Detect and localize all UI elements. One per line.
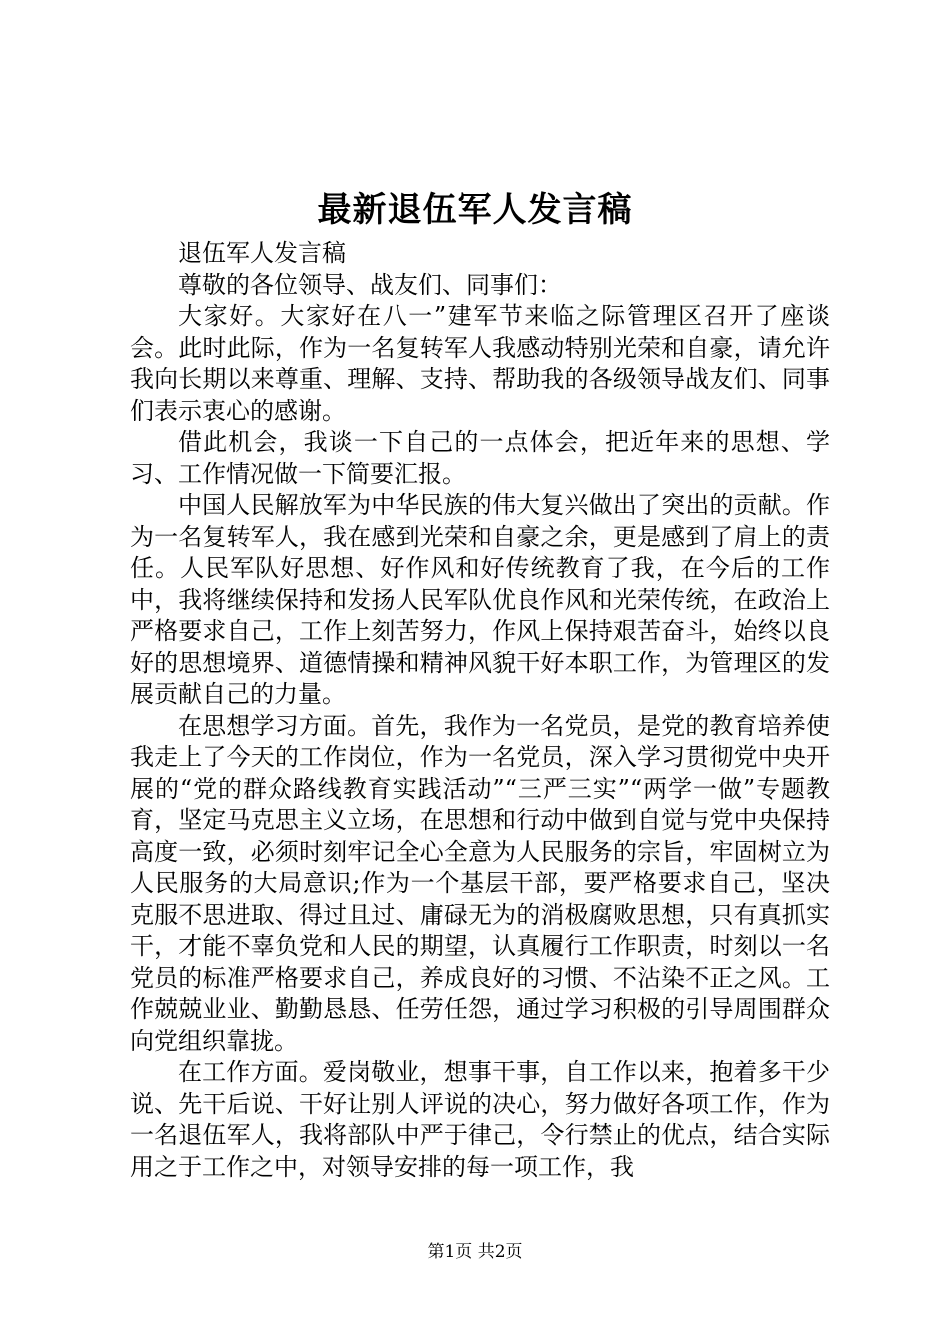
paragraph-intro: 借此机会，我谈一下自己的一点体会，把近年来的思想、学习、工作情况做一下简要汇报。 [130, 428, 830, 488]
paragraph-subtitle: 退伍军人发言稿 [178, 239, 346, 267]
paragraph-salutation: 尊敬的各位领导、战友们、同事们： [178, 270, 562, 299]
paragraph-greeting: 大家好。大家好在八一”建军节来临之际管理区召开了座谈会。此时此际，作为一名复转军人我感动特别光荣和自豪，请允许我向长期以来尊重、理解、支持、帮助我的各级领导战友们、同事们表示衷心的感谢。 [130, 302, 830, 425]
page-footer: 第1页 共2页 [427, 1242, 523, 1262]
paragraph-work: 在工作方面。爱岗敬业，想事干事，自工作以来，抱着多干少说、先干后说、干好让别人评说的决心，努力做好各项工作，作为一名退伍军人，我将部队中严于律己，令行禁止的优点，结合实际用之于工作之中，对领导安排的每一项工作，我 [130, 1058, 830, 1181]
document-title: 最新退伍军人发言稿 [317, 190, 633, 230]
document-body [130, 238, 830, 1183]
paragraph-thought-study: 在思想学习方面。首先，我作为一名党员，是党的教育培养使我走上了今天的工作岗位，作为一名党员，深入学习贯彻党中央开展的“党的群众路线教育实践活动”“三严三实”“两学一做”专题教育，坚定马克思主义立场，在思想和行动中做到自觉与党中央保持高度一致，必须时刻牢记全心全意为人民服务的宗旨，牢固树立为人民服务的大局意识;作为一个基层干部，要严格要求自己，坚决克服不思进取、得过且过、庸碌无为的消极腐败思想，只有真抓实干，才能不辜负党和人民的期望，认真履行工作职责，时刻以一名党员的标准严格要求自己，养成良好的习惯、不沾染不正之风。工作兢兢业业、勤勤恳恳、任劳任怨，通过学习积极的引导周围群众向党组织靠拢。 [130, 711, 830, 1055]
paragraph-responsibility: 中国人民解放军为中华民族的伟大复兴做出了突出的贡献。作为一名复转军人，我在感到光荣和自豪之余，更是感到了肩上的责任。人民军队好思想、好作风和好传统教育了我，在今后的工作中，我将继续保持和发扬人民军队优良作风和光荣传统，在政治上严格要求自己，工作上刻苦努力，作风上保持艰苦奋斗，始终以良好的思想境界、道德情操和精神风貌干好本职工作，为管理区的发展贡献自己的力量。 [130, 491, 830, 708]
